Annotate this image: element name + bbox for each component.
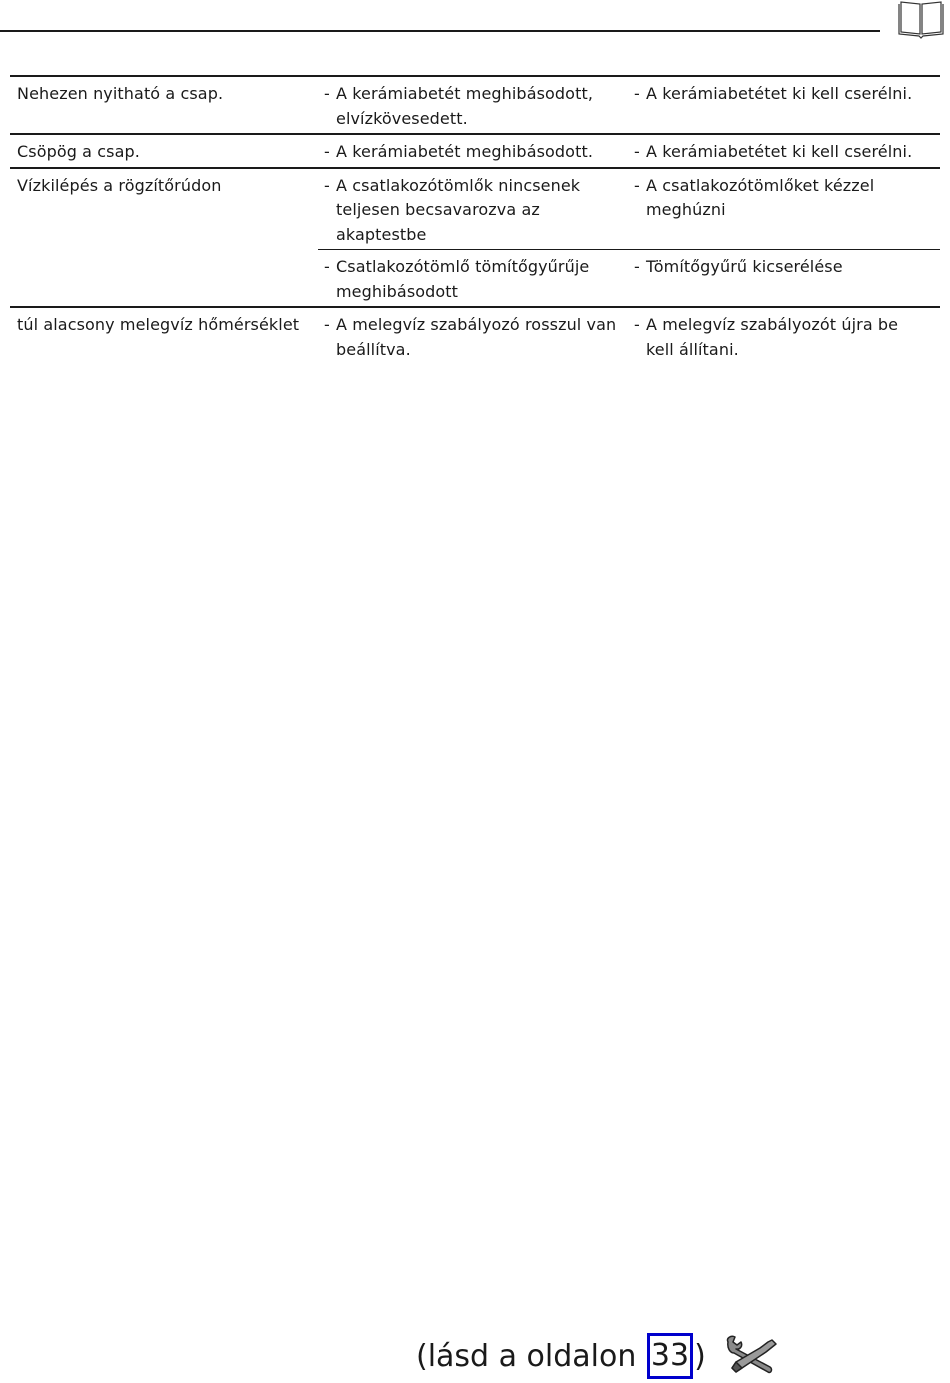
remedy-text: A melegvíz szabályozót újra be kell állítani. — [646, 315, 899, 359]
table-row — [10, 75, 940, 133]
page-link[interactable]: 33 — [647, 1333, 693, 1379]
remedy-text: A kerámiabetétet ki kell cserélni. — [646, 84, 913, 103]
cause-text: A kerámiabetét meghibásodott, elvízkövesedett. — [336, 84, 594, 128]
cause-text: A csatlakozótömlők nincsenek teljesen becsavarozva az akaptestbe — [336, 175, 581, 244]
problem-cell: Vízkilépés a rögzítőrúdon — [17, 175, 222, 195]
remedy-cell: - A melegvíz szabályozót újra be kell állítani. — [628, 308, 940, 364]
wrench-screwdriver-icon — [722, 1334, 782, 1378]
table-row — [10, 306, 940, 364]
remedy-text: Tömítőgyűrű kicserélése — [646, 257, 843, 276]
problem-cell: Nehezen nyitható a csap. — [17, 84, 224, 103]
cause-text: Csatlakozótömlő tömítőgyűrűje meghibásodott — [336, 257, 590, 301]
open-book-icon — [897, 0, 945, 40]
remedy-text: A kerámiabetétet ki kell cserélni. — [646, 142, 913, 161]
cause-cell: - Csatlakozótömlő tömítőgyűrűje meghibásodott — [318, 250, 628, 306]
remedy-cell: - Tömítőgyűrű kicserélése — [628, 250, 940, 306]
cause-cell: - A csatlakozótömlők nincsenek teljesen becsavarozva az akaptestbe — [318, 169, 628, 250]
remedy-cell: - A kerámiabetétet ki kell cserélni. — [628, 77, 940, 133]
sub-rows — [318, 169, 940, 307]
table-row — [10, 167, 940, 307]
page-reference-suffix: ) — [694, 1338, 706, 1374]
table-subrow — [318, 169, 940, 250]
header-rule — [0, 30, 880, 32]
table-subrow — [318, 249, 940, 306]
page-reference — [416, 1332, 782, 1380]
problem-cell: Csöpög a csap. — [17, 142, 140, 161]
troubleshooting-table — [10, 75, 940, 364]
remedy-text: A csatlakozótömlőket kézzel meghúzni — [646, 175, 875, 219]
problem-cell: túl alacsony melegvíz hőmérséklet — [17, 315, 300, 334]
cause-text: A melegvíz szabályozó rosszul van beállítva. — [336, 315, 617, 359]
table-row — [10, 133, 940, 167]
cause-cell: - A kerámiabetét meghibásodott. — [318, 135, 628, 167]
cause-cell: - A melegvíz szabályozó rosszul van beállítva. — [318, 308, 628, 364]
remedy-cell: - A csatlakozótömlőket kézzel meghúzni — [628, 169, 940, 250]
page-reference-prefix: (lásd a oldalon — [416, 1338, 646, 1374]
remedy-cell: - A kerámiabetétet ki kell cserélni. — [628, 135, 940, 167]
cause-cell: - A kerámiabetét meghibásodott, elvízkövesedett. — [318, 77, 628, 133]
cause-text: A kerámiabetét meghibásodott. — [336, 142, 594, 161]
